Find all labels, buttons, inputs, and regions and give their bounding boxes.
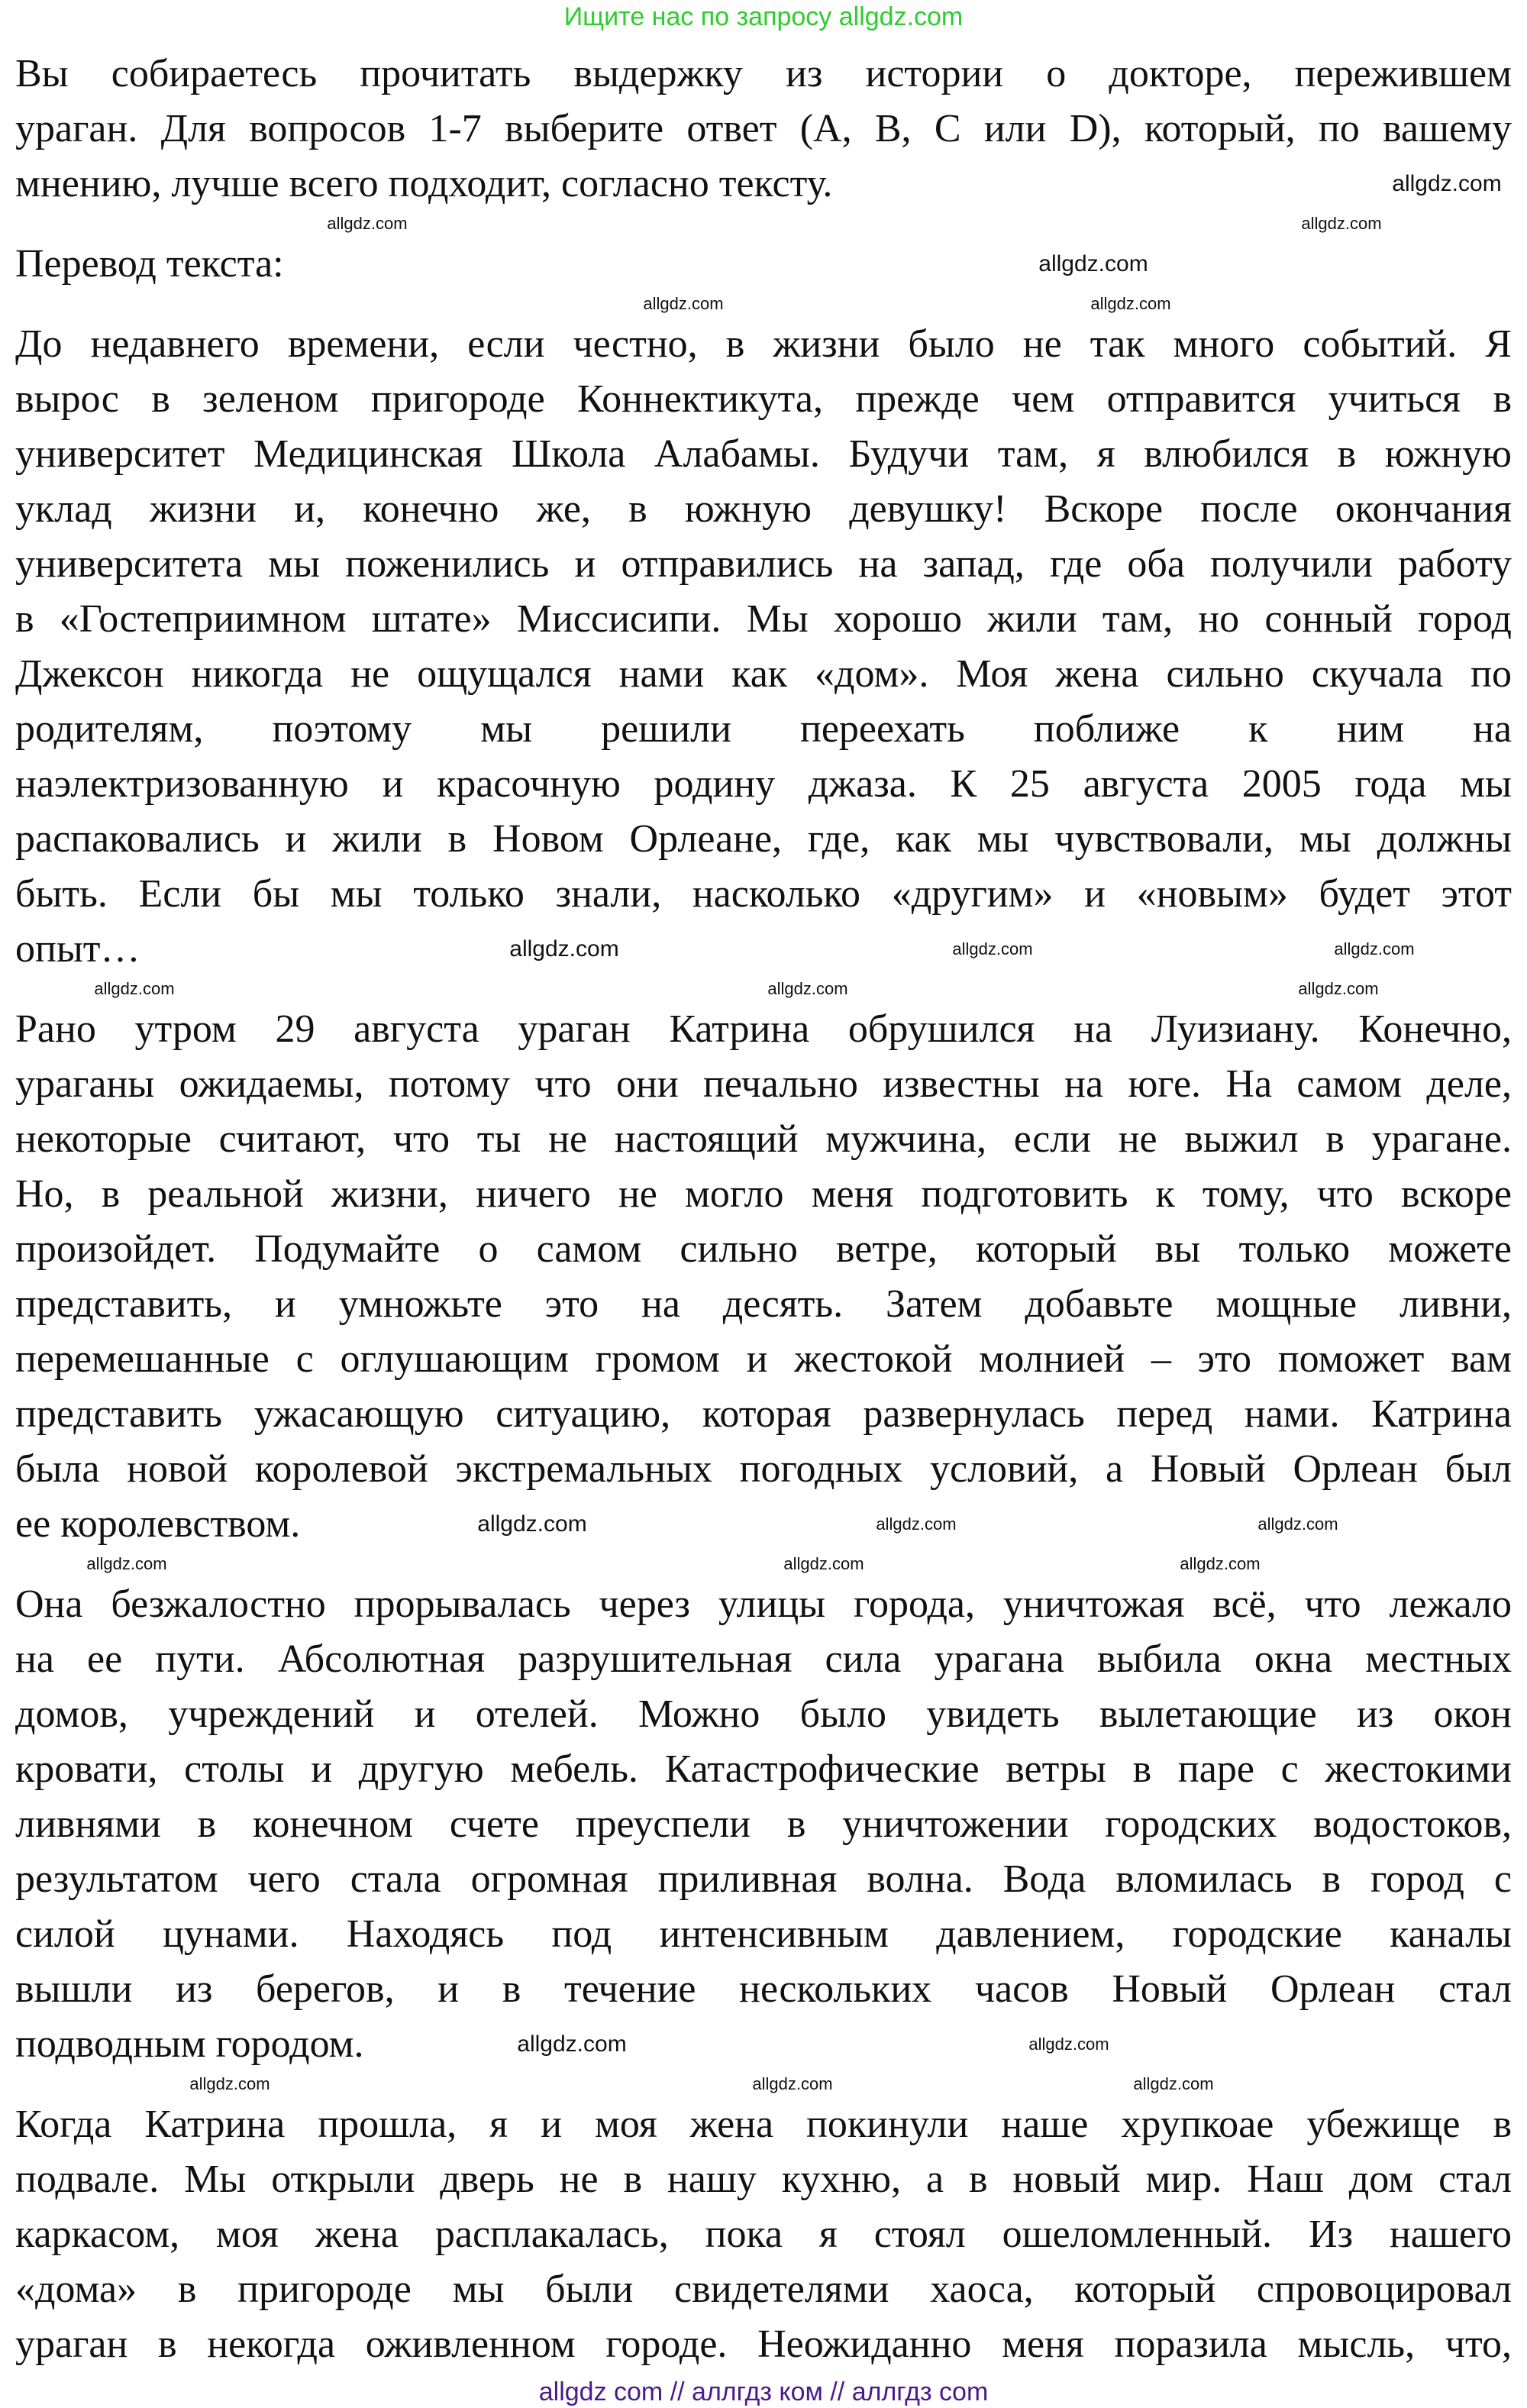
- text-line: Рано утром 29 августа ураган Катрина обрушился на Луизиану. Конечно,: [15, 1007, 1512, 1051]
- text-line: была новой королевой экстремальных погодных условий, а Новый Орлеан был: [15, 1447, 1512, 1491]
- watermark: allgdz.com: [876, 1514, 957, 1534]
- text-line: уклад жизни и, конечно же, в южную девушку! Вскоре после окончания: [15, 487, 1512, 531]
- instructions-paragraph: [15, 47, 1512, 212]
- watermark: allgdz.com: [1301, 214, 1382, 233]
- text-line: ураганы ожидаемы, потому что они печально известны на юге. На самом деле,: [15, 1062, 1512, 1106]
- watermark: allgdz.com: [767, 979, 848, 998]
- text-line: представить ужасающую ситуацию, которая развернулась перед нами. Катрина: [15, 1392, 1512, 1436]
- text-line: Перевод текста:: [15, 242, 284, 286]
- text-line: ее королевством.: [15, 1502, 301, 1546]
- text-line: университет Медицинская Школа Алабамы. Будучи там, я влюбился в южную: [15, 432, 1512, 476]
- watermark: allgdz.com: [643, 294, 724, 313]
- watermark: allgdz.com: [752, 2074, 833, 2093]
- text-line: Она безжалостно прорывалась через улицы города, уничтожая всё, что лежало: [15, 1582, 1512, 1626]
- paragraph: [15, 317, 1512, 977]
- watermark: allgdz.com: [1133, 2074, 1214, 2093]
- text-line: каркасом, моя жена расплакалась, пока я стоял ошеломленный. Из нашего: [15, 2212, 1512, 2256]
- text-line: вырос в зеленом пригороде Коннектикута, прежде чем отправится учиться в: [15, 377, 1512, 421]
- text-line: перемешанные с оглушающим громом и жестокой молнией – это поможет вам: [15, 1337, 1512, 1381]
- translation-heading: [15, 237, 1512, 292]
- text-line: ливнями в конечном счете преуспели в уничтожении городских водостоков,: [15, 1802, 1512, 1846]
- watermark: allgdz.com: [1090, 294, 1171, 313]
- paragraph: [15, 1002, 1512, 1552]
- text-line: родителям, поэтому мы решили переехать поближе к ним на: [15, 707, 1512, 751]
- text-line: подвале. Мы открыли дверь не в нашу кухню, а в новый мир. Наш дом стал: [15, 2158, 1512, 2201]
- watermark: allgdz.com: [94, 979, 175, 998]
- text-line: мнению, лучше всего подходит, согласно тексту.: [15, 162, 833, 205]
- text-line: Но, в реальной жизни, ничего не могло меня подготовить к тому, что вскоре: [15, 1172, 1512, 1216]
- text-line: быть. Если бы мы только знали, насколько «другим» и «новым» будет этот: [15, 872, 1512, 916]
- text-line: наэлектризованную и красочную родину джаза. К 25 августа 2005 года мы: [15, 762, 1512, 806]
- text-line: Когда Катрина прошла, я и моя жена покинули наше хрупкоае убежище в: [15, 2103, 1512, 2146]
- text-line: произойдет. Подумайте о самом сильно ветре, который вы только можете: [15, 1227, 1512, 1271]
- watermark: allgdz.com: [509, 936, 619, 962]
- text-line: ураган. Для вопросов 1-7 выберите ответ (A, B, C или D), который, по вашему: [15, 107, 1512, 150]
- watermark: allgdz.com: [1298, 979, 1379, 998]
- text-line: опыт…: [15, 927, 140, 971]
- text-line: До недавнего времени, если честно, в жизни было не так много событий. Я: [15, 322, 1512, 366]
- watermark: allgdz.com: [783, 1554, 864, 1573]
- watermark: allgdz.com: [1028, 2035, 1109, 2054]
- watermark: allgdz.com: [1392, 171, 1502, 196]
- watermark: allgdz.com: [86, 1554, 167, 1573]
- text-line: некоторые считают, что ты не настоящий мужчина, если не выжил в урагане.: [15, 1117, 1512, 1161]
- watermark: allgdz.com: [327, 214, 408, 233]
- footer-links[interactable]: allgdz com // аллгдз ком // аллгдз com: [538, 2377, 989, 2406]
- watermark: allgdz.com: [477, 1511, 587, 1537]
- watermark: allgdz.com: [517, 2031, 627, 2057]
- text-line: распаковались и жили в Новом Орлеане, где, как мы чувствовали, мы должны: [15, 817, 1512, 861]
- text-line: результатом чего стала огромная приливная волна. Вода вломилась в город с: [15, 1857, 1512, 1901]
- text-line: ураган в некогда оживленном городе. Неожиданно меня поразила мысль, что,: [15, 2322, 1512, 2366]
- paragraph: [15, 2097, 1512, 2372]
- text-line: кровати, столы и другую мебель. Катастрофические ветры в паре с жестокими: [15, 1747, 1512, 1791]
- search-banner-link[interactable]: Ищите нас по запросу allgdz.com: [563, 2, 964, 31]
- text-line: силой цунами. Находясь под интенсивным давлением, городские каналы: [15, 1912, 1512, 1956]
- text-line: Джексон никогда не ощущался нами как «дом». Моя жена сильно скучала по: [15, 652, 1512, 696]
- paragraph: [15, 1577, 1512, 2072]
- text-line: Вы собираетесь прочитать выдержку из истории о докторе, пережившем: [15, 52, 1512, 95]
- watermark: allgdz.com: [1180, 1554, 1261, 1573]
- text-line: представить, и умножьте это на десять. Затем добавьте мощные ливни,: [15, 1282, 1512, 1326]
- document-body: [15, 47, 1512, 2397]
- watermark: allgdz.com: [1334, 939, 1415, 958]
- text-line: университета мы поженились и отправились на запад, где оба получили работу: [15, 542, 1512, 586]
- text-line: в «Гостеприимном штате» Миссисипи. Мы хорошо жили там, но сонный город: [15, 597, 1512, 641]
- watermark: allgdz.com: [189, 2074, 270, 2093]
- text-line: на ее пути. Абсолютная разрушительная сила урагана выбила окна местных: [15, 1637, 1512, 1681]
- text-line: вышли из берегов, и в течение нескольких часов Новый Орлеан стал: [15, 1967, 1512, 2011]
- watermark: allgdz.com: [952, 939, 1033, 958]
- text-line: подводным городом.: [15, 2022, 364, 2066]
- watermark: allgdz.com: [1257, 1514, 1338, 1534]
- text-line: «дома» в пригороде мы были свидетелями хаоса, который спровоцировал: [15, 2267, 1512, 2311]
- text-line: домов, учреждений и отелей. Можно было увидеть вылетающие из окон: [15, 1692, 1512, 1736]
- watermark: allgdz.com: [1038, 251, 1148, 276]
